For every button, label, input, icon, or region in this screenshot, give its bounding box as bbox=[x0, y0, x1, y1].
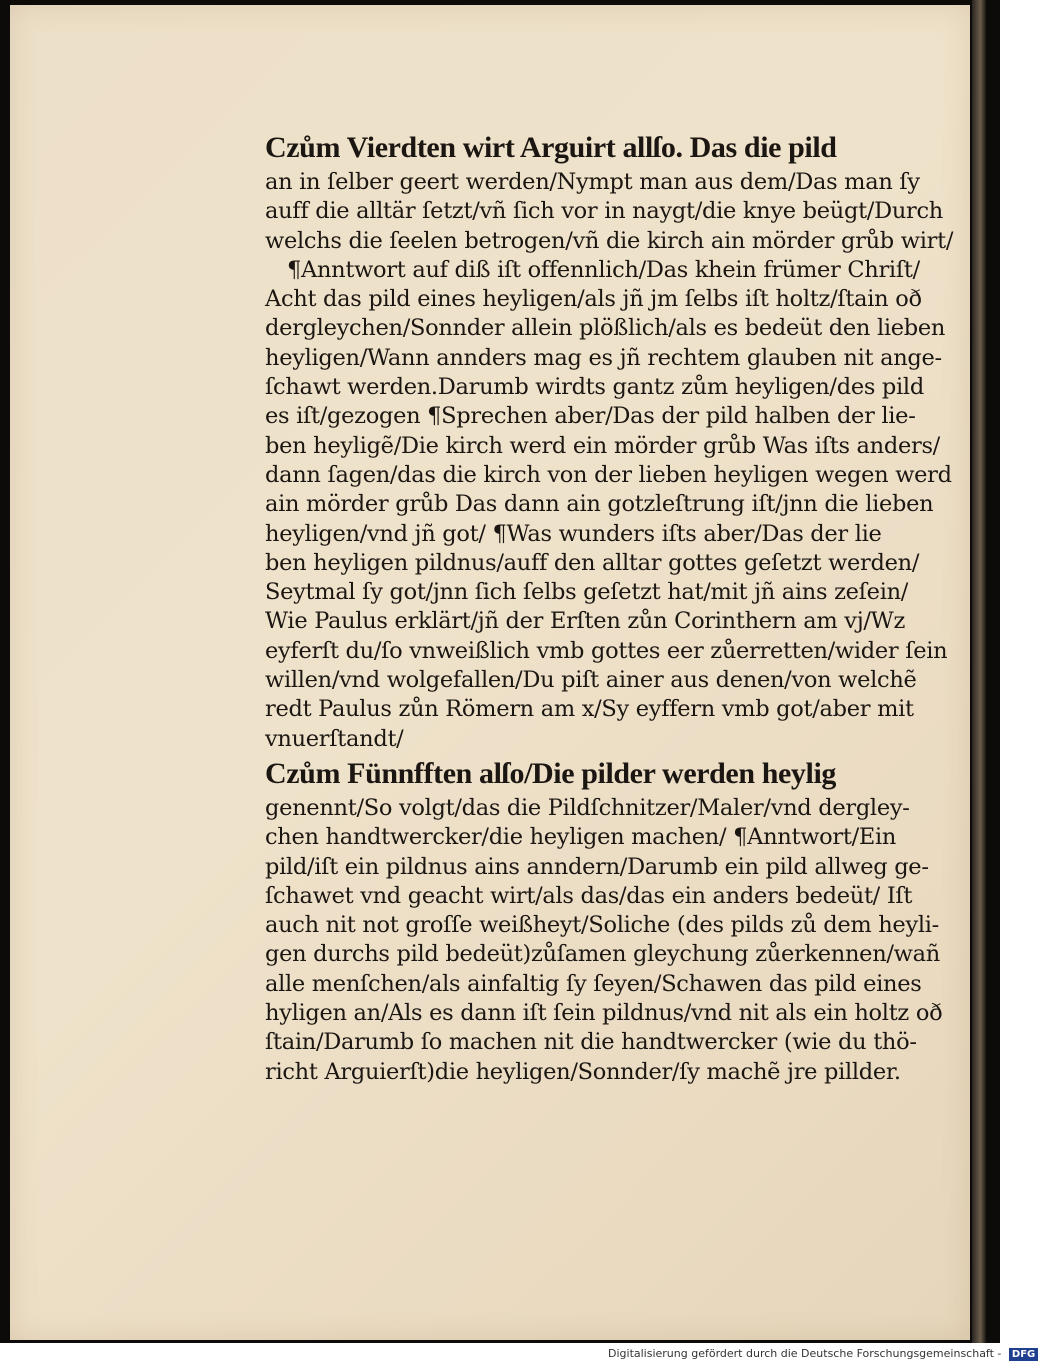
text-line: auff die alltär ſetzt/vñ ſich vor in naygt/die knye beügt/Durch bbox=[265, 198, 943, 225]
text-line: ſchawet vnd geacht wirt/als das/das ein anders bedeüt/ Iſt bbox=[265, 882, 913, 909]
text-line: es iſt/gezogen ¶Sprechen aber/Das der pild halben der lie- bbox=[265, 403, 916, 430]
text-line: ¶Anntwort auf diß iſt offennlich/Das khein frümer Chriſt/ bbox=[287, 256, 920, 283]
text-line: pild/iſt ein pildnus ains anndern/Darumb ein pild allweg ge- bbox=[265, 853, 929, 880]
text-line: willen/vnd wolgefallen/Du piſt ainer aus denen/von welchẽ bbox=[265, 667, 917, 694]
text-line: redt Paulus zůn Römern am x/Sy eyffern vmb got/aber mit bbox=[265, 696, 914, 723]
text-line: Wie Paulus erklärt/jñ der Erſten zůn Corinthern am vj/Wz bbox=[265, 608, 906, 635]
text-line: ben heyligen pildnus/auff den alltar gottes geſetzt werden/ bbox=[265, 549, 920, 576]
text-line: auch nit not groſſe weißheyt/Soliche (des pilds zů dem heyli- bbox=[265, 912, 939, 939]
text-line: alle menſchen/als ainfaltig ſy ſeyen/Schawen das pild eines bbox=[265, 970, 922, 997]
text-line: eyferſt du/ſo vnweißlich vmb gottes eer zůerretten/wider ſein bbox=[265, 637, 948, 664]
text-line: Seytmal ſy got/jnn ſich ſelbs geſetzt hat/mit jñ ains zeſein/ bbox=[265, 579, 909, 606]
text-line: welchs die ſeelen betrogen/vñ die kirch ain mörder grůb wirt/ bbox=[265, 227, 954, 254]
paragraph-answer-fifth bbox=[265, 794, 955, 1087]
section-heading-fifth: Czům Fünnfften alſo/Die pilder werden heylig bbox=[265, 756, 837, 790]
text-line: Acht das pild eines heyligen/als jñ jm ſelbs iſt holtz/ſtain oð bbox=[265, 286, 922, 313]
text-line: vnuerſtandt/ bbox=[265, 725, 404, 752]
text-line: heyligen/Wann annders mag es jñ rechtem glauben nit ange- bbox=[265, 344, 942, 371]
text-line: gen durchs pild bedeüt)zůſamen gleychung zůerkennen/wañ bbox=[265, 941, 940, 968]
text-line: ain mörder grůb Das dann ain gotzleſtrung iſt/jnn die lieben bbox=[265, 491, 934, 518]
text-line: ben heyligẽ/Die kirch werd ein mörder grůb Was iſts anders/ bbox=[265, 432, 940, 459]
paragraph-answer-fourth bbox=[265, 256, 955, 754]
page-edge bbox=[972, 0, 986, 1343]
paragraph-argument-fourth bbox=[265, 168, 955, 256]
text-block bbox=[265, 128, 955, 1087]
text-line: dergleychen/Sonnder allein plößlich/als es bedeüt den lieben bbox=[265, 315, 946, 342]
digitization-credit bbox=[608, 1346, 1036, 1362]
text-line: genennt/So volgt/das die Pildſchnitzer/Maler/vnd dergley- bbox=[265, 794, 910, 821]
section-heading-fourth: Czům Vierdten wirt Arguirt allſo. Das die pild bbox=[265, 131, 837, 164]
text-line: an in ſelber geert werden/Nympt man aus dem/Das man ſy bbox=[265, 169, 920, 195]
text-line: dann ſagen/das die kirch von der lieben heyligen wegen werd bbox=[265, 461, 952, 488]
text-line: ſtain/Darumb ſo machen nit die handtwercker (wie du thö- bbox=[265, 1029, 917, 1056]
text-line: ſchawt werden.Darumb wirdts gantz zům heyligen/des pild bbox=[265, 374, 924, 401]
text-line: heyligen/vnd jñ got/ ¶Was wunders iſts aber/Das der lie bbox=[265, 520, 882, 547]
text-line: hyligen an/Als es dann iſt ſein pildnus/vnd nit als ein holtz oð bbox=[265, 1000, 943, 1027]
dfg-logo: DFG bbox=[1009, 1348, 1038, 1361]
text-line: richt Arguierſt)die heyligen/Sonnder/ſy machẽ jre pillder. bbox=[265, 1058, 901, 1085]
text-line: chen handtwercker/die heyligen machen/ ¶Anntwort/Ein bbox=[265, 824, 897, 851]
credit-text: Digitalisierung gefördert durch die Deutsche Forschungsgemeinschaft - bbox=[608, 1347, 1002, 1360]
